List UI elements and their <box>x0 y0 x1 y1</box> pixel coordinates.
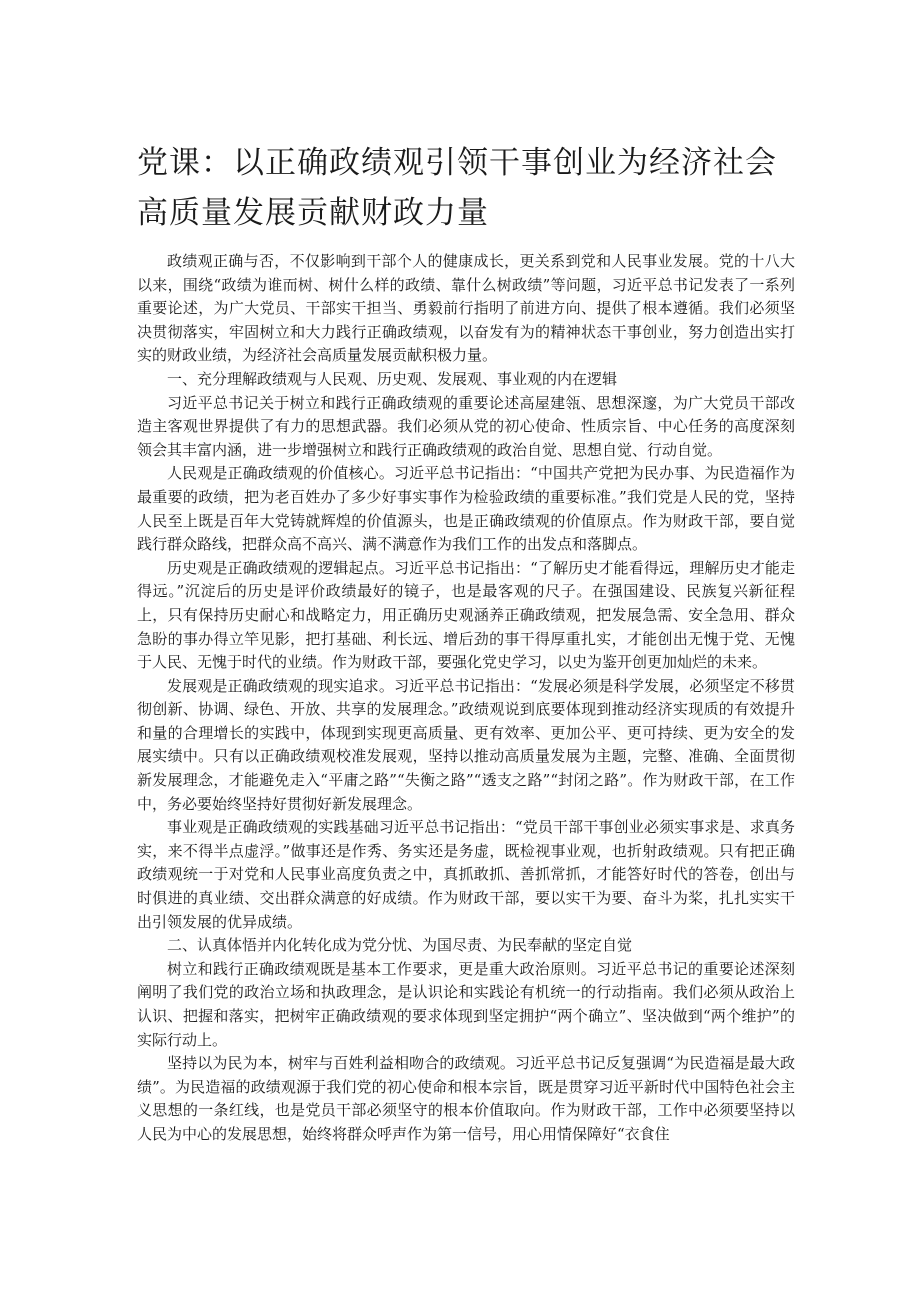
document-title: 党课：以正确政绩观引领干事创业为经济社会高质量发展贡献财政力量 <box>137 145 777 231</box>
section-heading-2: 二、认真体悟并内化转化成为党分忧、为国尽责、为民奉献的坚定自觉 <box>167 936 633 955</box>
paragraph: 事业观是正确政绩观的实践基础习近平总书记指出：“党员干部干事创业必须实事求是、求真务实，来不得半点虚浮。”做事还是作秀、务实还是务虚，既检视事业观，也折射政绩观。只有把正确政绩观统一于对党和人民事业高度负责之中，真抓敢抓、善抓常抓，才能答好时代的答卷，创出与时俱进的真业绩、交出群众满意的好成绩。作为财政干部，要以实干为要、奋斗为桨，扎扎实实干出引领发展的优异成绩。 <box>137 818 795 931</box>
paragraph-intro: 政绩观正确与否，不仅影响到干部个人的健康成长，更关系到党和人民事业发展。党的十八大以来，围绕“政绩为谁而树、树什么样的政绩、靠什么树政绩”等问题，习近平总书记发表了一系列重要论述，为广大党员、干部实干担当、勇毅前行指明了前进方向、提供了根本遵循。我们必须坚决贯彻落实，牢固树立和大力践行正确政绩观，以奋发有为的精神状态干事创业，努力创造出实打实的财政业绩，为经济社会高质量发展贡献积极力量。 <box>137 252 795 365</box>
paragraph: 坚持以为民为本，树牢与百姓利益相吻合的政绩观。习近平总书记反复强调“为民造福是最大政绩”。为民造福的政绩观源于我们党的初心使命和根本宗旨，既是贯穿习近平新时代中国特色社会主义思想的一条红线，也是党员干部必须坚守的根本价值取向。作为财政干部，工作中必须要坚持以人民为中心的发展思想，始终将群众呼声作为第一信号，用心用情保障好“衣食住 <box>137 1054 795 1143</box>
section-heading-1: 一、充分理解政绩观与人民观、历史观、发展观、事业观的内在逻辑 <box>167 369 618 388</box>
paragraph: 习近平总书记关于树立和践行正确政绩观的重要论述高屋建瓴、思想深邃，为广大党员干部改造主客观世界提供了有力的思想武器。我们必须从党的初心使命、性质宗旨、中心任务的高度深刻领会其丰富内涵，进一步增强树立和践行正确政绩观的政治自觉、思想自觉、行动自觉。 <box>137 393 795 459</box>
paragraph: 发展观是正确政绩观的现实追求。习近平总书记指出：“发展必须是科学发展，必须坚定不移贯彻创新、协调、绿色、开放、共享的发展理念。”政绩观说到底要体现到推动经济实现质的有效提升和量的合理增长的实践中，体现到实现更高质量、更有效率、更加公平、更可持续、更为安全的发展实绩中。只有以正确政绩观校准发展观，坚持以推动高质量发展为主题，完整、准确、全面贯彻新发展理念，才能避免走入“平庸之路”“失衡之路”“透支之路”“封闭之路”。作为财政干部，在工作中，务必要始终坚持好贯彻好新发展理念。 <box>137 676 795 813</box>
document-body <box>137 250 795 1147</box>
paragraph: 人民观是正确政绩观的价值核心。习近平总书记指出：“中国共产党把为民办事、为民造福作为最重要的政绩，把为老百姓办了多少好事实事作为检验政绩的重要标准。”我们党是人民的党，坚持人民至上既是百年大党铸就辉煌的价值源头，也是正确政绩观的价值原点。作为财政干部，要自觉践行群众路线，把群众高不高兴、满不满意作为我们工作的出发点和落脚点。 <box>137 464 795 554</box>
paragraph: 树立和践行正确政绩观既是基本工作要求，更是重大政治原则。习近平总书记的重要论述深刻阐明了我们党的政治立场和执政理念，是认识论和实践论有机统一的行动指南。我们必须从政治上认识、把握和落实，把树牢正确政绩观的要求体现到坚定拥护“两个确立”、坚决做到“两个维护”的实际行动上。 <box>137 959 795 1049</box>
paragraph: 历史观是正确政绩观的逻辑起点。习近平总书记指出：“了解历史才能看得远，理解历史才能走得远。”沉淀后的历史是评价政绩最好的镜子，也是最客观的尺子。在强国建设、民族复兴新征程上，只有保持历史耐心和战略定力，用正确历史观涵养正确政绩观，把发展急需、安全急用、群众急盼的事办得立竿见影，把打基础、利长远、增后劲的事干得厚重扎实，才能创出无愧于党、无愧于人民、无愧于时代的业绩。作为财政干部，要强化党史学习，以史为鉴开创更加灿烂的未来。 <box>137 558 795 672</box>
